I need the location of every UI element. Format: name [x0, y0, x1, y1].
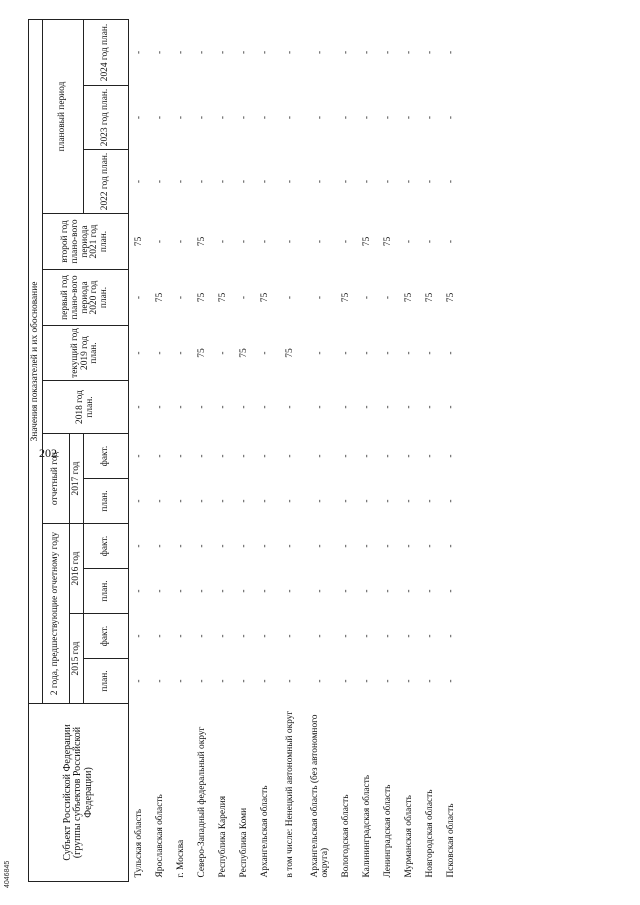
- row-subject-name: г. Москва: [175, 839, 186, 878]
- report-year-header: отчетный год: [43, 434, 70, 524]
- row-value-cell: -: [315, 405, 326, 409]
- row-value-cell: -: [175, 239, 186, 244]
- row-value-cell: -: [133, 351, 144, 355]
- row-value-cell: -: [133, 295, 144, 300]
- row-value-cell: -: [315, 115, 326, 120]
- table-row: [150, 19, 171, 881]
- row-value-cell: -: [445, 179, 456, 184]
- row-value-cell: -: [154, 405, 165, 409]
- row-value-cell: -: [315, 589, 326, 593]
- row-value-cell: -: [382, 499, 393, 503]
- row-value-cell: -: [361, 589, 372, 593]
- row-subject-name: Республика Коми: [238, 807, 249, 878]
- row-value-cell: -: [154, 679, 165, 683]
- row-value-cell: -: [154, 499, 165, 503]
- row-value-cell: -: [403, 499, 414, 503]
- row-value-cell: -: [340, 499, 351, 503]
- row-value-cell: -: [154, 115, 165, 120]
- row-value-cell: -: [315, 679, 326, 683]
- row-value-cell: -: [259, 499, 270, 503]
- row-value-cell: -: [361, 544, 372, 548]
- row-value-cell: -: [315, 295, 326, 300]
- row-value-cell: -: [445, 499, 456, 503]
- row-value-cell: -: [175, 544, 186, 548]
- row-value-cell: -: [382, 589, 393, 593]
- row-value-cell: 75: [340, 292, 351, 303]
- table-row: [306, 19, 336, 881]
- row-value-cell: -: [175, 589, 186, 593]
- row-value-cell: -: [217, 634, 228, 638]
- barcode-text: 4046845: [4, 860, 11, 888]
- row-value-cell: -: [175, 50, 186, 55]
- row-value-cell: -: [361, 295, 372, 300]
- row-value-cell: -: [340, 50, 351, 55]
- row-value-cell: -: [217, 239, 228, 244]
- row-subject-name: Ленинградская область: [382, 784, 393, 878]
- row-value-cell: -: [424, 679, 435, 683]
- row-value-cell: -: [445, 634, 456, 638]
- y2017-header: 2017 год: [70, 434, 84, 524]
- row-value-cell: -: [259, 115, 270, 120]
- y2018-header: 2018 год план.: [43, 381, 129, 434]
- row-value-cell: -: [259, 454, 270, 458]
- row-value-cell: -: [285, 454, 296, 458]
- row-value-cell: -: [285, 295, 296, 300]
- row-value-cell: -: [445, 454, 456, 458]
- values-title-header: Значения показателей и их обоснование: [29, 19, 43, 703]
- row-subject-name: Вологодская область: [340, 794, 351, 878]
- y2023-header: 2023 год план.: [84, 86, 129, 150]
- y2015-header: 2015 год: [70, 614, 84, 704]
- row-value-cell: -: [424, 351, 435, 355]
- row-value-cell: 75: [196, 292, 207, 303]
- row-value-cell: -: [340, 679, 351, 683]
- row-value-cell: 75: [196, 236, 207, 247]
- table-row: [276, 19, 306, 881]
- row-subject-name: Новгородская область: [424, 789, 435, 878]
- row-value-cell: -: [217, 405, 228, 409]
- row-value-cell: -: [238, 634, 249, 638]
- second-plan-year-header: второй год плано-вого периода 2021 год план.: [43, 214, 129, 270]
- row-value-cell: -: [133, 544, 144, 548]
- row-value-cell: -: [259, 239, 270, 244]
- fact-header: факт.: [84, 434, 129, 479]
- row-value-cell: -: [382, 115, 393, 120]
- row-value-cell: -: [175, 351, 186, 355]
- row-value-cell: -: [424, 405, 435, 409]
- row-subject-name: Тульская область: [133, 809, 144, 878]
- row-value-cell: -: [133, 454, 144, 458]
- row-value-cell: -: [315, 351, 326, 355]
- row-value-cell: -: [382, 179, 393, 184]
- row-value-cell: -: [259, 351, 270, 355]
- row-value-cell: 75: [196, 348, 207, 358]
- row-value-cell: 75: [445, 292, 456, 303]
- row-value-cell: -: [259, 544, 270, 548]
- row-value-cell: -: [196, 50, 207, 55]
- row-value-cell: -: [315, 50, 326, 55]
- row-value-cell: -: [196, 115, 207, 120]
- row-value-cell: -: [285, 115, 296, 120]
- row-value-cell: -: [175, 499, 186, 503]
- row-value-cell: 75: [133, 236, 144, 247]
- row-value-cell: -: [154, 239, 165, 244]
- y2024-header: 2024 год план.: [84, 19, 129, 85]
- row-value-cell: -: [340, 634, 351, 638]
- table-row: [129, 19, 151, 881]
- row-subject-name: Ярославская область: [154, 794, 165, 878]
- plan-header: план.: [84, 659, 129, 704]
- row-value-cell: -: [175, 405, 186, 409]
- row-value-cell: -: [259, 405, 270, 409]
- row-value-cell: -: [285, 679, 296, 683]
- page-number: 202: [39, 446, 57, 460]
- row-value-cell: -: [259, 589, 270, 593]
- row-value-cell: -: [445, 50, 456, 55]
- row-value-cell: -: [403, 405, 414, 409]
- row-value-cell: -: [403, 115, 414, 120]
- row-value-cell: -: [285, 50, 296, 55]
- row-value-cell: -: [217, 115, 228, 120]
- row-value-cell: -: [424, 115, 435, 120]
- row-value-cell: -: [315, 239, 326, 244]
- row-value-cell: -: [340, 115, 351, 120]
- table-row: [420, 19, 441, 881]
- row-value-cell: -: [315, 634, 326, 638]
- row-value-cell: -: [361, 634, 372, 638]
- row-value-cell: -: [217, 544, 228, 548]
- row-subject-name: Псковская область: [445, 803, 456, 878]
- row-value-cell: -: [217, 454, 228, 458]
- table-row: [336, 19, 357, 881]
- row-value-cell: 75: [259, 292, 270, 303]
- row-value-cell: -: [238, 589, 249, 593]
- row-subject-name: Республика Карелия: [217, 795, 228, 878]
- row-value-cell: -: [361, 679, 372, 683]
- row-value-cell: -: [238, 239, 249, 244]
- row-value-cell: -: [424, 589, 435, 593]
- row-value-cell: -: [196, 679, 207, 683]
- row-value-cell: -: [133, 405, 144, 409]
- row-value-cell: -: [259, 179, 270, 184]
- row-value-cell: -: [403, 544, 414, 548]
- row-value-cell: -: [238, 544, 249, 548]
- row-value-cell: -: [154, 454, 165, 458]
- row-value-cell: -: [259, 50, 270, 55]
- row-value-cell: -: [340, 351, 351, 355]
- row-value-cell: -: [175, 454, 186, 458]
- row-value-cell: -: [424, 179, 435, 184]
- row-value-cell: -: [238, 405, 249, 409]
- row-value-cell: -: [285, 179, 296, 184]
- table-row: [441, 19, 462, 881]
- row-value-cell: -: [403, 50, 414, 55]
- plan-header: план.: [84, 569, 129, 614]
- row-value-cell: -: [382, 295, 393, 300]
- row-value-cell: -: [445, 239, 456, 244]
- table-row: [399, 19, 420, 881]
- row-subject-name: Калининградская область: [361, 774, 372, 878]
- row-value-cell: -: [285, 405, 296, 409]
- row-value-cell: -: [154, 589, 165, 593]
- fact-header: факт.: [84, 524, 129, 569]
- row-value-cell: -: [361, 115, 372, 120]
- table-row: [213, 19, 234, 881]
- row-value-cell: -: [217, 679, 228, 683]
- row-subject-name: Архангельская область: [259, 785, 270, 878]
- row-value-cell: -: [133, 179, 144, 184]
- row-value-cell: -: [133, 115, 144, 120]
- row-value-cell: -: [196, 454, 207, 458]
- row-value-cell: -: [196, 544, 207, 548]
- row-value-cell: -: [285, 634, 296, 638]
- subject-header: Субъект Российской Федерации (группы субъектов Российской Федерации): [29, 704, 129, 882]
- y2022-header: 2022 год план.: [84, 150, 129, 214]
- row-value-cell: -: [424, 454, 435, 458]
- row-value-cell: -: [403, 351, 414, 355]
- row-value-cell: -: [238, 454, 249, 458]
- row-value-cell: -: [403, 454, 414, 458]
- row-value-cell: -: [382, 634, 393, 638]
- row-value-cell: -: [175, 679, 186, 683]
- planned-period-header: плановый период: [43, 19, 84, 213]
- row-value-cell: -: [445, 351, 456, 355]
- row-value-cell: -: [424, 50, 435, 55]
- row-value-cell: -: [175, 115, 186, 120]
- row-value-cell: -: [403, 679, 414, 683]
- row-value-cell: -: [445, 115, 456, 120]
- row-value-cell: -: [285, 544, 296, 548]
- row-value-cell: -: [175, 179, 186, 184]
- row-value-cell: -: [154, 351, 165, 355]
- row-value-cell: -: [217, 50, 228, 55]
- row-value-cell: -: [361, 454, 372, 458]
- row-value-cell: -: [285, 239, 296, 244]
- prev-years-header: 2 года, предшествующие отчетному году: [43, 524, 70, 704]
- row-value-cell: -: [154, 179, 165, 184]
- row-value-cell: -: [382, 405, 393, 409]
- row-value-cell: -: [238, 679, 249, 683]
- row-value-cell: -: [133, 499, 144, 503]
- row-value-cell: -: [133, 679, 144, 683]
- row-value-cell: 75: [382, 236, 393, 247]
- row-value-cell: -: [217, 499, 228, 503]
- table-row: [234, 19, 255, 881]
- row-value-cell: -: [361, 405, 372, 409]
- row-value-cell: -: [403, 239, 414, 244]
- row-value-cell: -: [315, 499, 326, 503]
- row-value-cell: -: [259, 679, 270, 683]
- row-value-cell: -: [133, 50, 144, 55]
- row-value-cell: 75: [238, 348, 249, 358]
- row-subject-name: Архангельская область (без автономного округа): [310, 714, 330, 878]
- row-value-cell: 75: [361, 236, 372, 247]
- row-value-cell: -: [424, 544, 435, 548]
- row-value-cell: -: [238, 115, 249, 120]
- row-value-cell: 75: [217, 292, 228, 303]
- row-value-cell: -: [361, 50, 372, 55]
- indicator-table: [28, 19, 462, 882]
- row-value-cell: -: [445, 405, 456, 409]
- row-value-cell: -: [196, 179, 207, 184]
- row-value-cell: -: [154, 50, 165, 55]
- row-value-cell: -: [403, 634, 414, 638]
- row-value-cell: -: [445, 544, 456, 548]
- row-value-cell: -: [340, 405, 351, 409]
- row-value-cell: -: [361, 179, 372, 184]
- plan-header: план.: [84, 479, 129, 524]
- row-value-cell: -: [424, 499, 435, 503]
- table-row: [171, 19, 192, 881]
- y2016-header: 2016 год: [70, 524, 84, 614]
- row-value-cell: 75: [424, 292, 435, 303]
- table-row: [255, 19, 276, 881]
- row-value-cell: -: [175, 634, 186, 638]
- row-value-cell: -: [259, 634, 270, 638]
- row-value-cell: 75: [403, 292, 414, 303]
- row-value-cell: -: [382, 679, 393, 683]
- row-value-cell: -: [340, 179, 351, 184]
- row-value-cell: -: [340, 239, 351, 244]
- row-value-cell: -: [382, 544, 393, 548]
- row-value-cell: -: [315, 179, 326, 184]
- row-value-cell: -: [196, 589, 207, 593]
- row-value-cell: -: [196, 634, 207, 638]
- row-value-cell: 75: [285, 348, 296, 358]
- row-value-cell: -: [382, 50, 393, 55]
- row-value-cell: -: [217, 179, 228, 184]
- row-value-cell: -: [340, 589, 351, 593]
- row-value-cell: -: [133, 589, 144, 593]
- row-value-cell: -: [133, 634, 144, 638]
- row-value-cell: -: [217, 589, 228, 593]
- table-row: [378, 19, 399, 881]
- row-value-cell: -: [403, 589, 414, 593]
- row-value-cell: -: [285, 589, 296, 593]
- row-value-cell: -: [424, 239, 435, 244]
- row-value-cell: -: [315, 454, 326, 458]
- row-value-cell: -: [238, 50, 249, 55]
- table-body: [129, 19, 463, 881]
- row-value-cell: -: [238, 179, 249, 184]
- row-value-cell: -: [361, 499, 372, 503]
- row-value-cell: -: [382, 454, 393, 458]
- table-row: [357, 19, 378, 881]
- row-value-cell: -: [238, 295, 249, 300]
- row-subject-name: Северо-Западный федеральный округ: [196, 726, 207, 878]
- row-value-cell: -: [196, 405, 207, 409]
- current-year-header: текущий год 2019 год план.: [43, 326, 129, 381]
- row-value-cell: -: [196, 499, 207, 503]
- row-value-cell: -: [445, 679, 456, 683]
- row-value-cell: -: [340, 544, 351, 548]
- rotated-table-wrapper: [28, 20, 568, 882]
- row-subject-name: в том числе: Ненецкий автономный округ: [285, 710, 296, 878]
- row-value-cell: -: [175, 295, 186, 300]
- row-value-cell: -: [361, 351, 372, 355]
- row-value-cell: 75: [154, 292, 165, 303]
- row-value-cell: -: [340, 454, 351, 458]
- row-value-cell: -: [154, 634, 165, 638]
- row-value-cell: -: [285, 499, 296, 503]
- row-value-cell: -: [315, 544, 326, 548]
- row-value-cell: -: [238, 499, 249, 503]
- fact-header: факт.: [84, 614, 129, 659]
- row-value-cell: -: [154, 544, 165, 548]
- row-value-cell: -: [382, 351, 393, 355]
- row-value-cell: -: [403, 179, 414, 184]
- row-value-cell: -: [424, 634, 435, 638]
- row-subject-name: Мурманская область: [403, 795, 414, 878]
- first-plan-year-header: первый год плано-вого периода 2020 год план.: [43, 270, 129, 326]
- table-row: [192, 19, 213, 881]
- row-value-cell: -: [217, 351, 228, 355]
- row-value-cell: -: [445, 589, 456, 593]
